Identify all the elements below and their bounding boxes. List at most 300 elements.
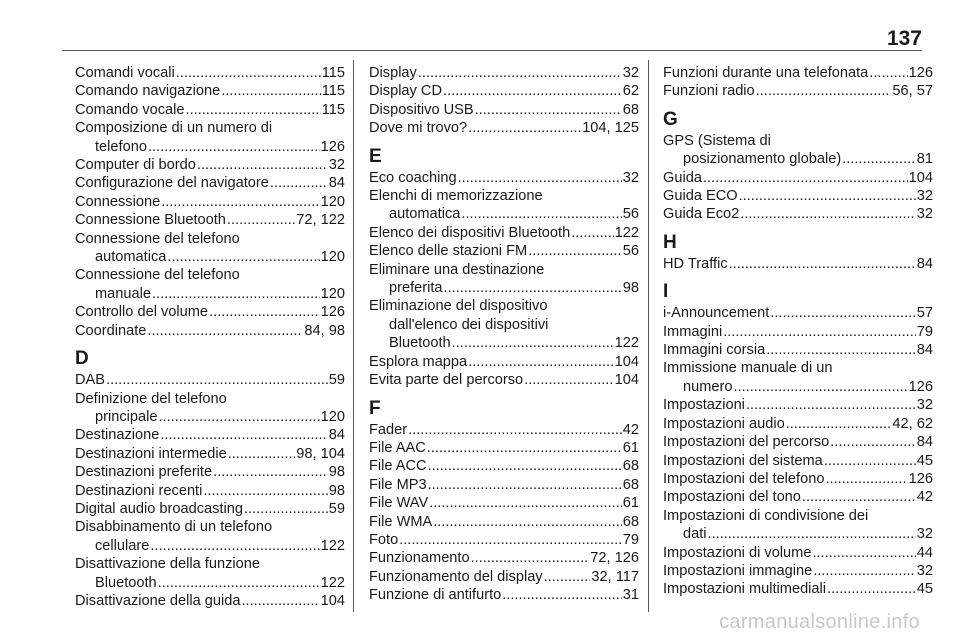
index-entry: [663, 255, 933, 273]
index-page-ref: 120: [320, 249, 345, 266]
index-entry-text: Immissione manuale di un: [663, 360, 833, 377]
index-entry: [663, 507, 933, 544]
index-page-ref: 32: [916, 526, 933, 543]
index-entry-text: Funzionamento del display: [369, 568, 543, 585]
index-page-ref: 104, 125: [582, 120, 639, 137]
index-entry: [369, 119, 639, 137]
index-entry-text: Fader: [369, 421, 408, 438]
index-entry-line: [663, 341, 933, 359]
index-entry: [369, 64, 639, 82]
leader-dots: [209, 303, 320, 321]
index-entry-line: [663, 507, 933, 525]
leader-dots: [475, 101, 622, 119]
index-entry-text: Guida: [663, 169, 702, 186]
index-entry: [663, 169, 933, 187]
index-entry-line: [75, 592, 345, 610]
leader-dots: [452, 334, 614, 352]
index-page-ref: 120: [320, 285, 345, 302]
index-entry-line: [75, 119, 345, 137]
index-entry-text: Funzioni radio: [663, 83, 755, 100]
index-entry-line: [369, 261, 639, 279]
index-entry-line: [369, 334, 639, 352]
index-page-ref: 115: [321, 101, 345, 118]
leader-dots: [158, 408, 319, 426]
index-entry-text: Impostazioni del percorso: [663, 434, 830, 451]
index-entry-line: [369, 439, 639, 457]
leader-dots: [167, 248, 319, 266]
page-number: 137: [886, 27, 922, 50]
index-entry-text: File AAC: [369, 439, 426, 456]
index-page-ref: 126: [320, 138, 345, 155]
index-entry-text: Definizione del telefono: [75, 390, 227, 407]
leader-dots: [227, 211, 295, 229]
index-entry-text: DAB: [75, 372, 106, 389]
index-entry: [663, 82, 933, 100]
index-entry-text: Disabbinamento di un telefono: [75, 519, 273, 536]
index-entry-line: [75, 138, 345, 156]
index-entry: [663, 132, 933, 169]
index-entry-text: Impostazioni: [663, 397, 745, 414]
index-page-ref: 32: [916, 206, 933, 223]
index-entry-text: Composizione di un numero di: [75, 120, 273, 137]
leader-dots: [270, 174, 328, 192]
index-page-ref: 122: [614, 335, 639, 352]
index-letter-heading: D: [75, 348, 89, 370]
leader-dots: [152, 285, 320, 303]
index-entry-line: [663, 187, 933, 205]
index-page-ref: 56: [622, 243, 639, 260]
leader-dots: [471, 549, 590, 567]
index-entry: [75, 156, 345, 174]
index-entry: [369, 513, 639, 531]
index-entry-text: Impostazioni immagine: [663, 562, 813, 579]
index-column-1: [75, 64, 345, 610]
index-page-ref: 120: [320, 193, 345, 210]
index-entry-line: [75, 574, 345, 592]
leader-dots: [244, 500, 328, 518]
index-entry-line: [75, 248, 345, 266]
index-entry-text: File MP3: [369, 476, 427, 493]
index-entry-line: [75, 555, 345, 573]
index-entry: [75, 390, 345, 427]
index-entry: [663, 323, 933, 341]
index-entry: [663, 187, 933, 205]
index-entry-text: dati: [683, 526, 707, 543]
index-entry: [75, 500, 345, 518]
index-entry-text: Impostazioni del sistema: [663, 452, 823, 469]
leader-dots: [176, 64, 321, 82]
index-entry-text: numero: [683, 378, 733, 395]
leader-dots: [203, 482, 327, 500]
index-entry-line: [369, 457, 639, 475]
index-entry-line: [75, 371, 345, 389]
index-page-ref: 61: [622, 495, 639, 512]
index-entry: [369, 531, 639, 549]
index-entry-line: [75, 101, 345, 119]
index-entry-text: Dove mi trovo?: [369, 120, 468, 137]
index-entry: [75, 64, 345, 82]
index-page-ref: 45: [916, 581, 933, 598]
leader-dots: [161, 193, 319, 211]
index-entry-text: Evita parte del percorso: [369, 372, 524, 389]
index-entry: [369, 297, 639, 352]
index-entry-text: Impostazioni di condivisione dei: [663, 507, 869, 524]
index-entry-line: [369, 297, 639, 315]
index-entry: [75, 230, 345, 267]
index-page-ref: 122: [614, 224, 639, 241]
index-letter-heading: F: [369, 397, 381, 419]
index-entry-text: Impostazioni del tono: [663, 489, 801, 506]
index-entry-line: [75, 390, 345, 408]
index-entry-line: [369, 568, 639, 586]
index-entry-text: Coordinate: [75, 322, 147, 339]
index-page-ref: 32, 117: [591, 568, 639, 585]
index-entry: [75, 101, 345, 119]
index-entry: [75, 371, 345, 389]
index-page-ref: 79: [622, 531, 639, 548]
index-entry: [663, 415, 933, 433]
index-entry-text: Impostazioni del telefono: [663, 470, 825, 487]
index-entry-text: Display: [369, 65, 417, 81]
index-entry: [369, 457, 639, 475]
index-entry-text: Destinazioni preferite: [75, 464, 213, 481]
index-entry-text: Elenco delle stazioni FM: [369, 243, 528, 260]
index-entry: [663, 580, 933, 598]
index-entry-line: [663, 433, 933, 451]
index-entry-line: [369, 586, 639, 604]
leader-dots: [158, 574, 320, 592]
index-entry-text: Bluetooth: [389, 335, 451, 352]
index-entry: [369, 476, 639, 494]
index-entry-text: HD Traffic: [663, 255, 728, 272]
index-entry-text: Destinazione: [75, 427, 160, 444]
leader-dots: [458, 169, 622, 187]
index-entry-text: Computer di bordo: [75, 157, 196, 174]
index-entry: [75, 119, 345, 156]
column-divider: [353, 60, 354, 612]
index-entry-text: Comando vocale: [75, 101, 185, 118]
index-entry-line: [369, 476, 639, 494]
index-entry-text: Disattivazione della guida: [75, 592, 241, 609]
index-page-ref: 61: [622, 439, 639, 456]
index-entry-text: Comando navigazione: [75, 83, 221, 100]
leader-dots: [399, 531, 622, 549]
index-entry-line: [75, 322, 345, 340]
leader-dots: [740, 205, 916, 223]
index-entry-line: [75, 64, 345, 82]
leader-dots: [786, 415, 892, 433]
index-entry-text: Guida Eco2: [663, 206, 740, 223]
index-page-ref: 42, 62: [892, 415, 933, 432]
index-page-ref: 104: [320, 592, 345, 609]
index-page-ref: 122: [320, 574, 345, 591]
index-entry: [369, 224, 639, 242]
index-entry: [75, 555, 345, 592]
index-entry: [369, 549, 639, 567]
index-page-ref: 84: [328, 175, 345, 192]
index-entry: [369, 494, 639, 512]
column-divider: [648, 60, 649, 612]
leader-dots: [524, 371, 614, 389]
leader-dots: [812, 544, 915, 562]
index-entry-line: [75, 211, 345, 229]
index-entry: [663, 544, 933, 562]
leader-dots: [106, 371, 328, 389]
index-entry: [663, 341, 933, 359]
index-page-ref: 84, 98: [304, 322, 345, 339]
index-letter-heading: E: [369, 145, 382, 167]
index-entry: [75, 303, 345, 321]
index-entry-text: principale: [95, 408, 158, 425]
index-entry-text: Elenco dei dispositivi Bluetooth: [369, 224, 571, 241]
index-page-ref: 98: [622, 280, 639, 297]
leader-dots: [428, 457, 622, 475]
watermark: carmanualsonline.info: [719, 611, 920, 633]
index-entry-line: [369, 421, 639, 439]
index-letter-heading: I: [663, 281, 669, 303]
index-entry-text: Funzione di antifurto: [369, 587, 502, 604]
leader-dots: [827, 580, 916, 598]
index-entry: [369, 169, 639, 187]
leader-dots: [461, 205, 621, 223]
index-page-ref: 44: [916, 544, 933, 561]
leader-dots: [739, 187, 916, 205]
index-entry: [369, 421, 639, 439]
index-entry-line: [75, 174, 345, 192]
index-entry: [369, 101, 639, 119]
index-entry-text: automatica: [95, 249, 167, 266]
index-page-ref: 59: [328, 500, 345, 517]
index-entry-line: [369, 316, 639, 334]
index-page-ref: 45: [916, 452, 933, 469]
index-page-ref: 31: [622, 587, 639, 604]
index-entry: [663, 396, 933, 414]
index-entry: [75, 211, 345, 229]
index-entry-line: [75, 82, 345, 100]
leader-dots: [802, 488, 916, 506]
index-entry-line: [369, 531, 639, 549]
index-entry: [75, 445, 345, 463]
index-entry: [663, 452, 933, 470]
index-page-ref: 57: [916, 305, 933, 322]
index-entry: [75, 82, 345, 100]
leader-dots: [221, 82, 321, 100]
index-entry-text: Elenchi di memorizzazione: [369, 188, 543, 205]
index-entry-text: GPS (Sistema di: [663, 132, 771, 149]
index-page-ref: 32: [916, 188, 933, 205]
index-entry-line: [75, 463, 345, 481]
leader-dots: [830, 433, 915, 451]
leader-dots: [186, 101, 321, 119]
index-entry-text: File WAV: [369, 495, 429, 512]
index-entry-text: Connessione del telefono: [75, 230, 240, 247]
index-entry-text: Comandi vocali: [75, 65, 175, 81]
index-entry: [663, 562, 933, 580]
index-entry-line: [663, 82, 933, 100]
index-entry-text: telefono: [95, 138, 147, 155]
leader-dots: [544, 568, 591, 586]
index-entry-line: [75, 303, 345, 321]
index-entry: [369, 586, 639, 604]
index-entry-line: [663, 378, 933, 396]
index-entry-line: [369, 353, 639, 371]
index-entry-line: [663, 304, 933, 322]
index-entry-line: [75, 230, 345, 248]
index-page-ref: 72, 126: [590, 550, 639, 567]
index-entry-text: Impostazioni audio: [663, 415, 785, 432]
leader-dots: [528, 242, 622, 260]
index-entry-line: [663, 323, 933, 341]
leader-dots: [723, 323, 916, 341]
index-column-3: [663, 64, 933, 599]
index-entry-line: [369, 513, 639, 531]
index-entry-line: [663, 205, 933, 223]
index-entry-line: [75, 500, 345, 518]
index-entry-text: Eliminazione del dispositivo: [369, 298, 548, 315]
index-entry: [663, 64, 933, 82]
index-entry-text: Disattivazione della funzione: [75, 556, 260, 573]
index-entry-text: Guida ECO: [663, 188, 738, 205]
index-page-ref: 126: [908, 65, 933, 81]
index-entry-text: Esplora mappa: [369, 353, 468, 370]
index-entry-text: Destinazioni intermedie: [75, 445, 227, 462]
index-entry-text: Destinazioni recenti: [75, 482, 203, 499]
index-page-ref: 68: [622, 458, 639, 475]
index-page-ref: 104: [908, 169, 933, 186]
index-entry-line: [369, 279, 639, 297]
index-entry-line: [75, 193, 345, 211]
index-page-ref: 32: [916, 397, 933, 414]
leader-dots: [443, 82, 622, 100]
index-column-2: [369, 64, 639, 605]
index-entry-text: Impostazioni di volume: [663, 544, 812, 561]
leader-dots: [766, 341, 916, 359]
index-entry-line: [663, 544, 933, 562]
leader-dots: [429, 494, 622, 512]
index-entry: [75, 193, 345, 211]
index-entry-text: i-Announcement: [663, 305, 770, 322]
index-entry-line: [75, 285, 345, 303]
index-entry-line: [75, 266, 345, 284]
index-entry-text: Immagini corsia: [663, 342, 766, 359]
leader-dots: [825, 470, 907, 488]
index-entry: [663, 433, 933, 451]
index-entry-line: [75, 518, 345, 536]
leader-dots: [468, 353, 613, 371]
leader-dots: [148, 138, 320, 156]
leader-dots: [433, 513, 622, 531]
leader-dots: [150, 537, 319, 555]
index-entry: [75, 322, 345, 340]
index-entry-text: Dispositivo USB: [369, 101, 474, 118]
leader-dots: [703, 169, 908, 187]
index-page-ref: 98: [328, 464, 345, 481]
leader-dots: [756, 82, 892, 100]
index-entry-line: [663, 64, 933, 82]
index-page-ref: 122: [320, 537, 345, 554]
index-entry-line: [663, 169, 933, 187]
index-page-ref: 32: [328, 157, 345, 174]
index-entry-line: [369, 371, 639, 389]
leader-dots: [228, 445, 296, 463]
index-entry-text: Bluetooth: [95, 574, 157, 591]
leader-dots: [213, 463, 328, 481]
leader-dots: [571, 224, 613, 242]
index-page-ref: 115: [321, 83, 345, 100]
index-entry-text: File WMA: [369, 513, 433, 530]
index-entry-text: Display CD: [369, 83, 442, 100]
index-entry-text: Funzioni durante una telefonata: [663, 65, 869, 81]
index-entry-text: Impostazioni multimediali: [663, 581, 827, 598]
index-entry-text: File ACC: [369, 458, 427, 475]
index-entry: [75, 174, 345, 192]
index-page-ref: 84: [328, 427, 345, 444]
index-entry-line: [369, 119, 639, 137]
index-entry: [75, 426, 345, 444]
index-entry: [75, 518, 345, 555]
index-entry: [369, 439, 639, 457]
index-entry: [663, 470, 933, 488]
leader-dots: [197, 156, 328, 174]
header-rule: [62, 50, 922, 51]
index-page-ref: 59: [328, 372, 345, 389]
index-entry: [369, 261, 639, 298]
index-entry: [369, 242, 639, 260]
index-entry: [75, 592, 345, 610]
index-page-ref: 62: [622, 83, 639, 100]
index-page-ref: 56, 57: [892, 83, 933, 100]
index-entry-line: [75, 445, 345, 463]
index-page-ref: 42: [916, 489, 933, 506]
index-page-ref: 126: [320, 304, 345, 321]
index-entry-text: manuale: [95, 285, 151, 302]
index-page-ref: 98: [328, 482, 345, 499]
leader-dots: [242, 592, 320, 610]
index-page-ref: 84: [916, 434, 933, 451]
index-entry: [663, 488, 933, 506]
index-entry-text: dall'elenco dei dispositivi: [389, 316, 549, 333]
index-entry-line: [663, 488, 933, 506]
index-entry-line: [369, 205, 639, 223]
leader-dots: [770, 304, 915, 322]
index-entry-text: Configurazione del navigatore: [75, 175, 269, 192]
index-entry: [663, 359, 933, 396]
leader-dots: [408, 421, 622, 439]
index-entry: [369, 82, 639, 100]
index-page-ref: 81: [916, 151, 933, 168]
leader-dots: [147, 322, 303, 340]
leader-dots: [842, 150, 916, 168]
leader-dots: [428, 476, 622, 494]
index-entry-line: [663, 359, 933, 377]
index-entry-text: automatica: [389, 206, 461, 223]
index-entry-text: Foto: [369, 531, 399, 548]
index-entry-line: [663, 415, 933, 433]
index-entry-line: [663, 525, 933, 543]
index-entry-line: [75, 426, 345, 444]
index-entry-line: [369, 242, 639, 260]
leader-dots: [427, 439, 622, 457]
leader-dots: [733, 378, 907, 396]
leader-dots: [502, 586, 622, 604]
index-entry-line: [369, 224, 639, 242]
index-entry-text: Immagini: [663, 323, 723, 340]
index-entry-line: [369, 494, 639, 512]
index-entry: [75, 266, 345, 303]
index-entry: [369, 371, 639, 389]
index-entry-text: posizionamento globale): [683, 151, 842, 168]
index-entry-line: [75, 408, 345, 426]
